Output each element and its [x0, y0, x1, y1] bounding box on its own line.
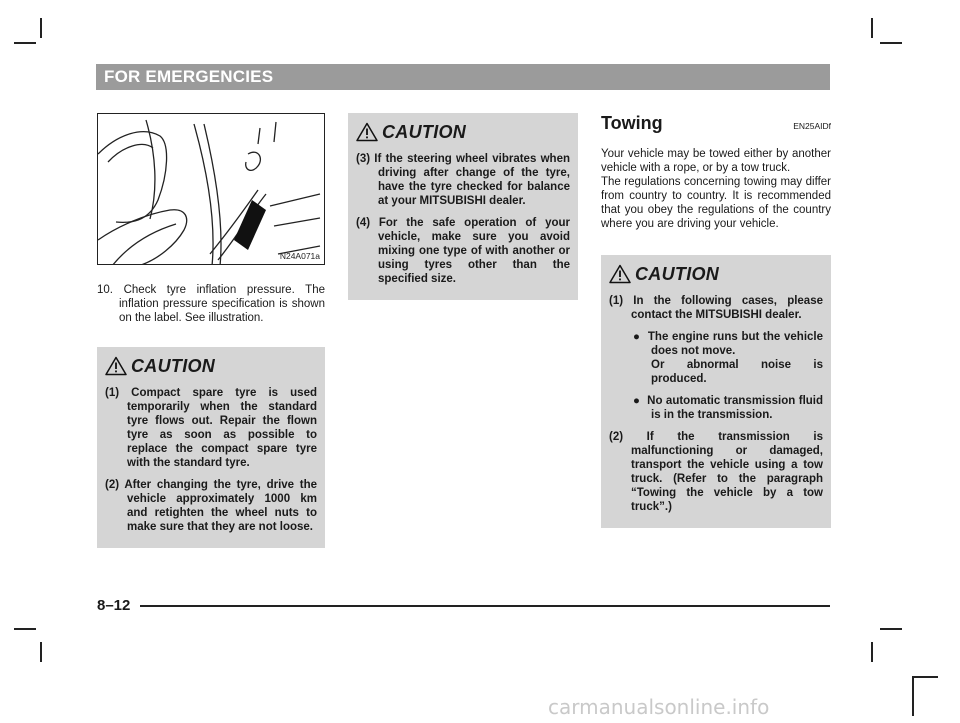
caution-title: CAUTION [382, 121, 467, 142]
crop-mark [14, 628, 36, 630]
caution-box-tyre [97, 347, 325, 548]
warning-triangle-icon [609, 264, 631, 284]
caution-item: (1) Compact spare tyre is used temporarily when the standard tyre flows out. Repair the flown tyre as soon as possible to replace the compact spare tyre with the standard tyre. [105, 387, 317, 469]
page-number: 8–12 [97, 597, 131, 614]
bullet-mark: ● [633, 395, 641, 407]
bullet-text: The engine runs but the vehicle does not move. [647, 331, 823, 357]
crop-mark [880, 628, 902, 630]
illustration-figure [97, 113, 325, 265]
section-title: FOR EMERGENCIES [104, 67, 274, 86]
warning-triangle-icon [356, 122, 378, 142]
caution-item: (1) In the following cases, please contact the MITSUBISHI dealer. [609, 295, 823, 321]
towing-code: EN25AIDf [793, 121, 831, 131]
caution-title: CAUTION [131, 355, 216, 376]
crop-mark [40, 18, 42, 38]
crop-mark [40, 642, 42, 662]
caution-heading [105, 355, 317, 377]
watermark: carmanualsonline.info [548, 695, 770, 719]
towing-title: Towing [601, 113, 663, 133]
caution-box-balance [348, 113, 578, 300]
caution-item: (2) If the transmission is malfunctioning or damaged, transport the vehicle using a tow truck. (Refer to the paragraph “Towing the vehicle by a tow truck”.) [609, 431, 823, 513]
bullet-text: No automatic transmission fluid is in the transmission. [647, 395, 824, 421]
bullet-item [609, 330, 823, 386]
step-10-text: 10. Check tyre inflation pressure. The inflation pressure specification is shown on the label. See illustration. [97, 284, 325, 324]
corner-mark [912, 676, 914, 716]
caution-heading [609, 263, 823, 285]
crop-mark [871, 642, 873, 662]
caution-item: (3) If the steering wheel vibrates when driving after change of the tyre, have the tyre checked for balance at your MITSUBISHI dealer. [356, 153, 570, 207]
column-right [601, 113, 831, 528]
towing-paragraph: The regulations concerning towing may differ from country to country. It is recommended that you obey the regulations of the country where you are driving your vehicle. [601, 176, 831, 230]
bullet-mark: ● [633, 331, 641, 343]
corner-mark [912, 676, 938, 678]
footer-rule [140, 605, 830, 607]
towing-heading [601, 113, 831, 139]
tyre-label-illustration [98, 114, 325, 265]
caution-box-towing [601, 255, 831, 528]
crop-mark [14, 42, 36, 44]
caution-item: (4) For the safe operation of your vehicle, make sure you avoid mixing one type of with another or using tyres other than the specified size. [356, 217, 570, 285]
crop-mark [871, 18, 873, 38]
figure-code: N24A071a [279, 251, 320, 261]
section-header-bar [96, 64, 830, 90]
crop-mark [880, 42, 902, 44]
bullet-text: Or abnormal noise is produced. [651, 359, 823, 385]
column-middle [348, 113, 578, 300]
towing-paragraph: Your vehicle may be towed either by another vehicle with a rope, or by a tow truck. [601, 148, 831, 174]
caution-item: (2) After changing the tyre, drive the vehicle approximately 1000 km and retighten the wheel nuts to make sure that they are not loose. [105, 479, 317, 533]
caution-heading [356, 121, 570, 143]
caution-title: CAUTION [635, 263, 720, 284]
bullet-item [609, 394, 823, 422]
column-left [97, 113, 325, 548]
warning-triangle-icon [105, 356, 127, 376]
